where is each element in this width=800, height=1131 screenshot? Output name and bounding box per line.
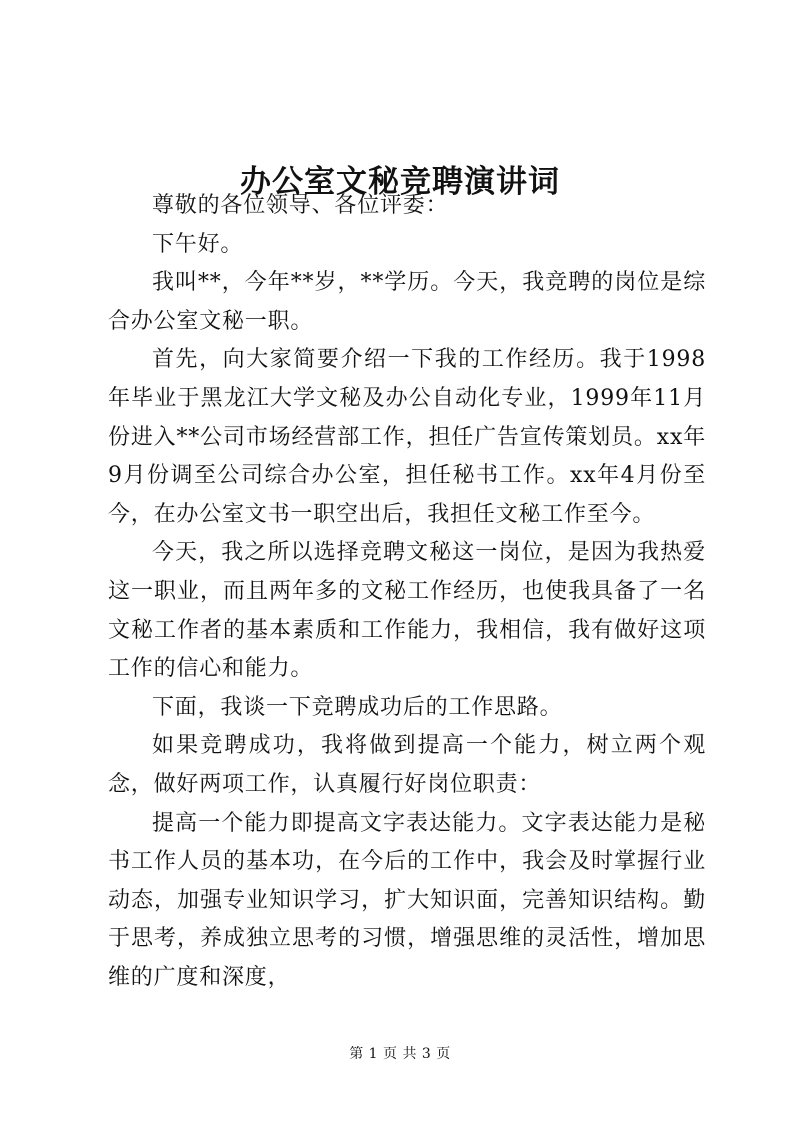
document-title: 办公室文秘竞聘演讲词	[240, 163, 560, 200]
paragraph-writing-ability: 提高一个能力即提高文字表达能力。文字表达能力是秘书工作人员的基本功，在今后的工作中，我会及时掌握行业动态，加强专业知识学习，扩大知识面，完善知识结构。勤于思考，养成独立思考的习惯，增强思维的灵活性，增加思维的广度和深度，	[108, 810, 706, 990]
page-footer: 第 1 页 共 3 页	[349, 1046, 451, 1062]
paragraph-motivation: 今天，我之所以选择竞聘文秘这一岗位，是因为我热爱这一职业，而且两年多的文秘工作经历，也使我具备了一名文秘工作者的基本素质和工作能力，我相信，我有做好这项工作的信心和能力。	[108, 540, 706, 682]
paragraph-work-plan-intro: 下面，我谈一下竞聘成功后的工作思路。	[152, 694, 563, 720]
paragraph-work-experience: 首先，向大家简要介绍一下我的工作经历。我于1998年毕业于黑龙江大学文秘及办公自动化专业，1999年11月份进入**公司市场经营部工作，担任广告宣传策划员。xx年9月份调至公司综合办公室，担任秘书工作。xx年4月份至今，在办公室文书一职空出后，我担任文秘工作至今。	[108, 347, 706, 527]
paragraph-greeting-audience: 尊敬的各位领导、各位评委：	[152, 193, 449, 218]
paragraph-self-introduction: 我叫**，今年**岁，**学历。今天，我竞聘的岗位是综合办公室文秘一职。	[108, 270, 706, 334]
paragraph-greeting: 下午好。	[152, 231, 244, 257]
paragraph-goals: 如果竞聘成功，我将做到提高一个能力，树立两个观念，做好两项工作，认真履行好岗位职责：	[108, 733, 706, 797]
document-body	[108, 187, 706, 997]
